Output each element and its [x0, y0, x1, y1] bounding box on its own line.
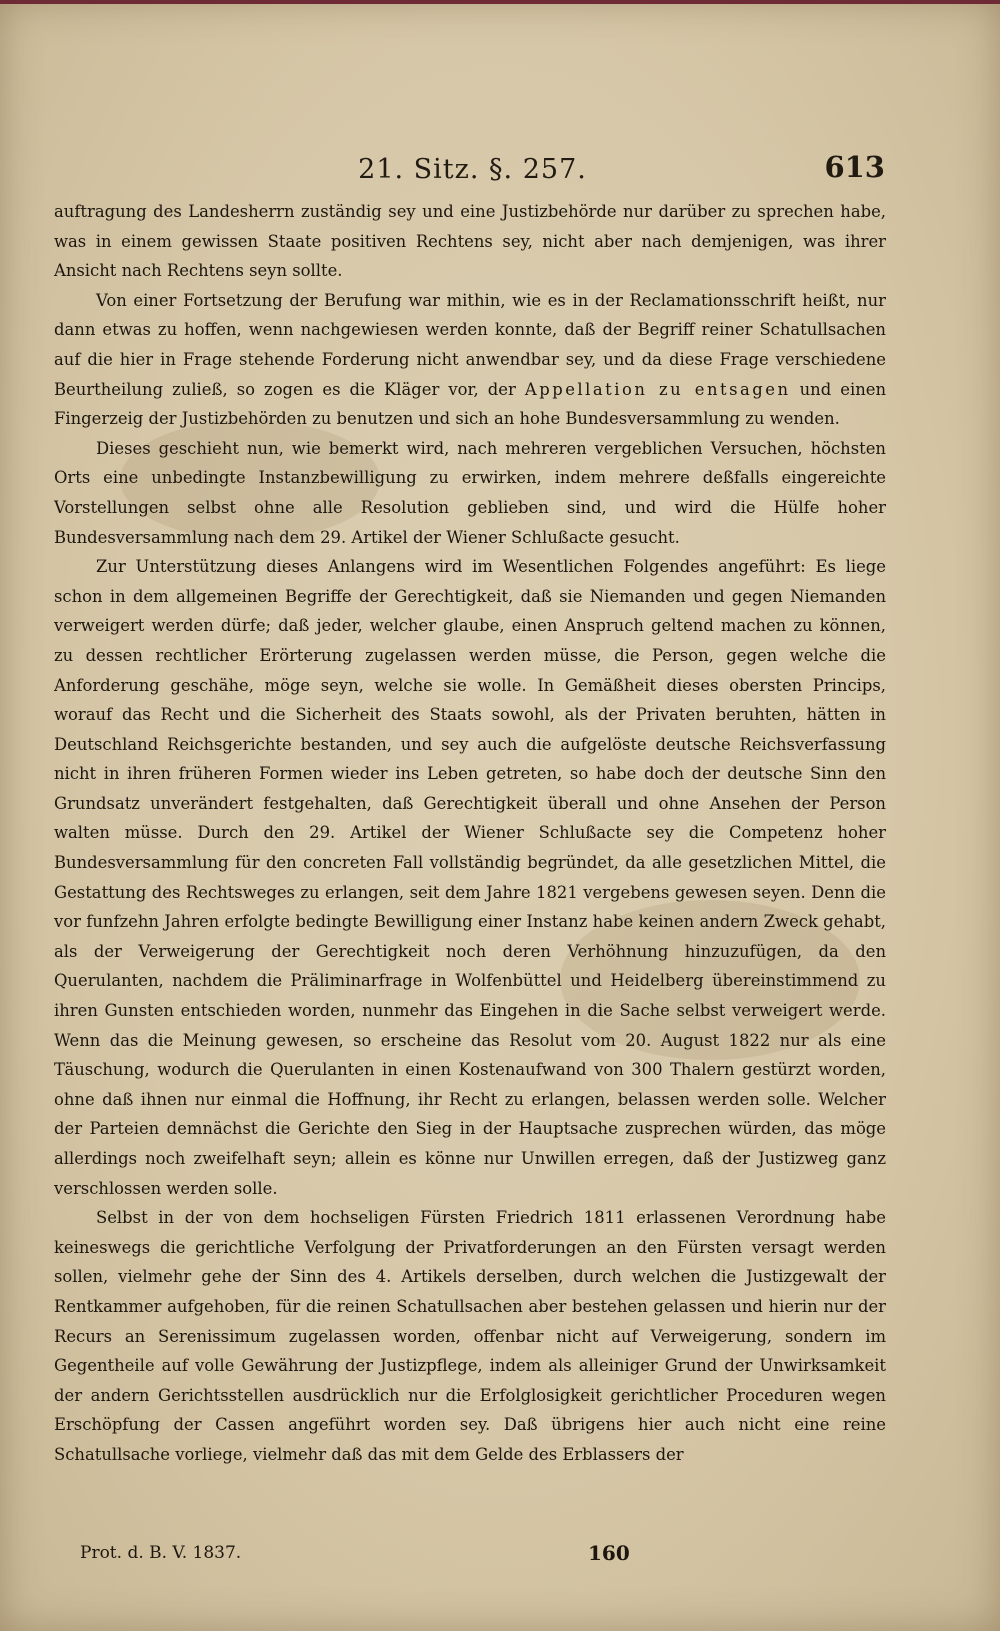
binding-edge: [0, 0, 1000, 4]
paragraph-text: und einen Fingerzeig der Justizbehörden zu benutzen und sich an hohe Bundesversammlung zu wenden.: [54, 379, 887, 429]
paragraph: Selbst in der von dem hochseligen Fürsten Friedrich 1811 erlassenen Verordnung habe keineswegs die gerichtliche Verfolgung der Privatforderungen an den Fürsten versagt werden sollen, vielmehr gehe der Sinn des 4. Artikels derselben, durch welchen die Justizgewalt der Rentkammer aufgehoben, für die reinen Schatullsachen aber bestehen gelassen und hierin nur der Recurs an Serenissimum zugelassen worden, offenbar nicht auf Verweigerung, sondern im Gegentheile auf volle Gewährung der Justizpflege, indem als alleiniger Grund der Unwirksamkeit der andern Gerichtsstellen ausdrücklich nur die Erfolglosigkeit gerichtlicher Proceduren wegen Erschöpfung der Cassen angeführt worden sey. Daß übrigens hier auch nicht eine reine Schatullsache vorliege, vielmehr daß das mit dem Gelde des Erblassers der: [54, 1208, 886, 1464]
running-head: 21. Sitz. §. 257.: [358, 154, 587, 185]
printer-signature: Prot. d. B. V. 1837.: [80, 1543, 242, 1563]
paragraph: [54, 286, 886, 434]
paragraph: auftragung des Landesherrn zuständig sey und eine Justizbehörde nur darüber zu sprechen habe, was in einem gewissen Staate positiven Rechtens sey, nicht aber nach demjenigen, was ihrer Ansicht nach Rechtens seyn sollte.: [54, 202, 886, 281]
paragraph: Dieses geschieht nun, wie bemerkt wird, nach mehreren vergeblichen Versuchen, höchsten Orts eine unbedingte Instanzbewilligung zu erwirken, indem mehrere deßfalls eingereichte Vorstellungen selbst ohne alle Resolution geblieben sind, und wird die Hülfe hoher Bundesversammlung nach dem 29. Artikel der Wiener Schlußacte gesucht.: [54, 438, 886, 547]
page-number: 613: [824, 150, 885, 184]
spaced-emphasis: Appellation zu entsagen: [524, 379, 791, 399]
body-text: [54, 197, 886, 1470]
paragraph-text: Von einer Fortsetzung der Berufung war mithin, wie es in der Reclamationsschrift heißt, nur dann etwas zu hoffen, wenn nachgewiesen werden konnte, daß der Begriff reiner Schatullsachen auf die hier in Frage stehende Forderung nicht anwendbar sey, und da diese Frage verschiedene Beurtheilung zuließ, so zogen es die Kläger vor, der: [54, 290, 886, 399]
paragraph: Zur Unterstützung dieses Anlangens wird im Wesentlichen Folgendes angeführt: Es liege schon in dem allgemeinen Begriffe der Gerechtigkeit, daß sie Niemanden und gegen Niemanden verweigert werden dürfe; daß jeder, welcher glaube, einen Anspruch geltend machen zu können, zu dessen rechtlicher Erörterung zugelassen werden müsse, die Person, gegen welche die Anforderung geschähe, möge seyn, welche sie wolle. In Gemäßheit dieses obersten Princips, worauf das Recht und die Sicherheit des Staats sowohl, als der Privaten beruhten, hätten in Deutschland Reichsgerichte bestanden, und sey auch die aufgelöste deutsche Reichsverfassung nicht in ihren früheren Formen wieder ins Leben getreten, so habe doch der deutsche Sinn den Grundsatz unverändert festgehalten, daß Gerechtigkeit überall und ohne Ansehen der Person walten müsse. Durch den 29. Artikel der Wiener Schlußacte sey die Competenz hoher Bundesversammlung für den concreten Fall vollständig begründet, da alle gesetzlichen Mittel, die Gestattung des Rechtsweges zu erlangen, seit dem Jahre 1821 vergebens gewesen seyen. Denn die vor funfzehn Jahren erfolgte bedingte Bewilligung einer Instanz habe keinen andern Zweck gehabt, als der Verweigerung der Gerechtigkeit noch deren Verhöhnung hinzuzufügen, da den Querulanten, nachdem die Präliminarfrage in Wolfenbüttel und Heidelberg übereinstimmend zu ihren Gunsten entschieden worden, nunmehr das Eingehen in die Sache selbst verweigert werde. Wenn das die Meinung gewesen, so erscheine das Resolut vom 20. August 1822 nur als eine Täuschung, wodurch die Querulanten in einen Kostenaufwand von 300 Thalern gestürzt worden, ohne daß ihnen nur einmal die Hoffnung, ihr Recht zu erlangen, belassen werden solle. Welcher der Parteien demnächst die Gerichte den Sieg in der Hauptsache zusprechen würden, das möge allerdings noch zweifelhaft seyn; allein es könne nur Unwillen erregen, daß der Justizweg ganz verschlossen werden solle.: [54, 557, 886, 1198]
page-header: [60, 150, 885, 190]
sheet-number: 160: [588, 1541, 630, 1565]
page-footer: [80, 1543, 780, 1573]
